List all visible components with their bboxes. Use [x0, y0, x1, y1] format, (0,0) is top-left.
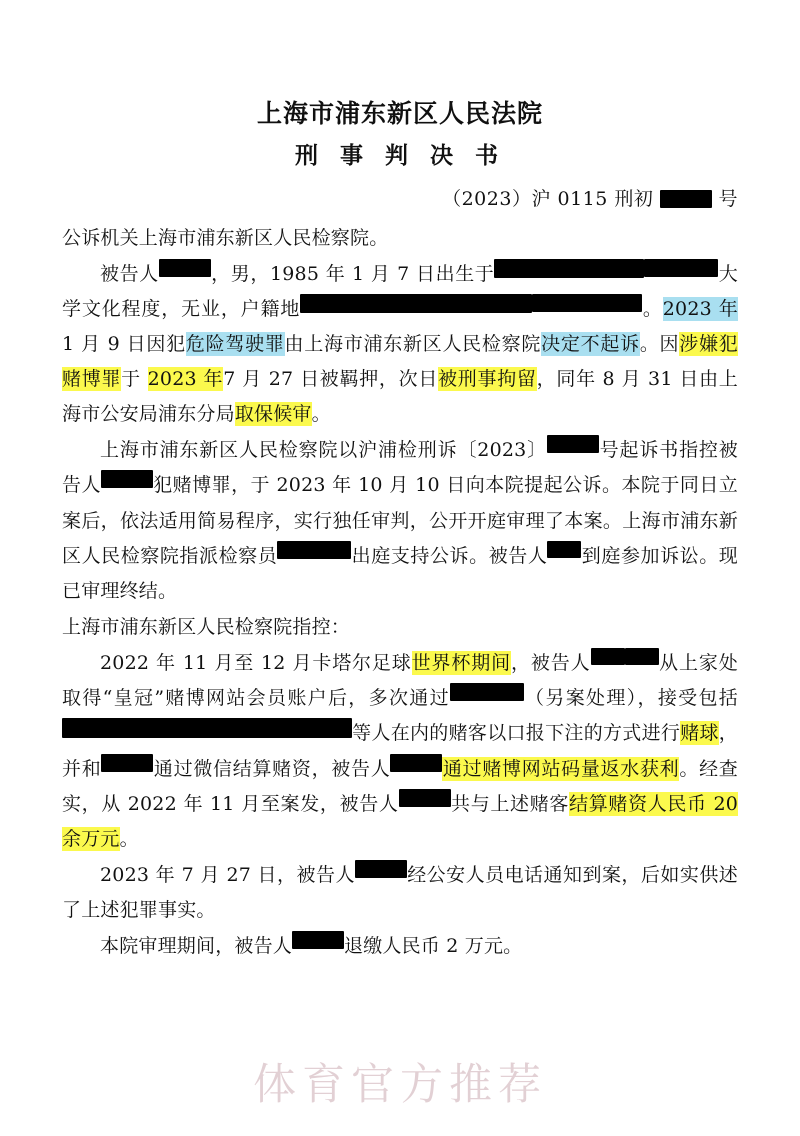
- indictment-text-3: 犯赌博罪，于 2023 年 10 月 10 日向本院提起公诉。本院于同日立案后，依法适用简易程序，实行独任审判，公开开庭审理了本案。上海市浦东新区人民检察院指派检察员: [62, 474, 738, 567]
- charge-header: 上海市浦东新区人民检察院指控：: [62, 616, 351, 639]
- redaction-birthplace: [494, 259, 644, 278]
- refund-paragraph: [62, 929, 738, 964]
- highlight-settled-amount: 结算赌资人民币 20 余万元: [62, 792, 739, 850]
- redaction-defendant-name-9: [292, 931, 344, 949]
- indictment-paragraph: [62, 433, 738, 609]
- highlight-bail: 取保候审: [234, 403, 312, 426]
- redaction-defendant-name-2: [101, 470, 153, 488]
- period-4: 。: [119, 827, 139, 850]
- redaction-gambler-names: [62, 718, 352, 738]
- facts-text-5: 等人在内的赌客以口报下注的方式进行: [352, 722, 681, 745]
- highlight-criminal-detention: 被刑事拘留: [438, 368, 537, 391]
- redaction-defendant-name-7: [399, 789, 451, 807]
- connector-1: 于: [121, 368, 141, 391]
- redaction-household-address: [300, 294, 532, 313]
- court-title: 上海市浦东新区人民法院: [256, 99, 543, 128]
- redaction-defendant-name-4: [591, 648, 625, 665]
- redaction-defendant-name: [159, 259, 211, 277]
- facts-text-8: 。经查实，从 2022 年 11 月至案发，被告人: [62, 757, 739, 815]
- redaction-accomplice-1: [450, 683, 524, 701]
- refund-text-2: 退缴人民币 2 万元。: [344, 935, 523, 958]
- indictment-text-5: 到庭参加诉讼。现已审理终结。: [62, 544, 739, 602]
- redaction-accomplice-2: [101, 754, 153, 772]
- surrender-paragraph: [62, 858, 738, 928]
- facts-text-1: 2022 年 11 月至 12 月卡塔尔足球: [100, 652, 412, 675]
- highlight-no-prosecution: 决定不起诉: [541, 332, 640, 355]
- redaction-defendant-name-3: [547, 541, 581, 558]
- document-type-title: 刑 事 判 决 书: [294, 142, 506, 169]
- detention-text: 7 月 27 日被羁押，次日: [223, 368, 439, 391]
- facts-text-7: 通过微信结算赌资，被告人: [153, 757, 391, 780]
- facts-paragraph: [62, 646, 738, 857]
- prosecutor-organ-line: 公诉机关上海市浦东新区人民检察院。: [62, 226, 389, 249]
- redaction-defendant-name-6: [390, 754, 442, 772]
- redaction-prosecutor-name: [277, 541, 351, 559]
- watermark: 体育官方推荐: [253, 1060, 547, 1110]
- defendant-paragraph: [62, 257, 738, 433]
- redaction-household-address-2: [532, 294, 642, 312]
- redaction-defendant-name-5: [625, 648, 659, 665]
- redaction-case-number: [660, 190, 712, 208]
- indictment-text-4: 出庭支持公诉。被告人: [351, 544, 548, 567]
- surrender-text-2: 经公安人员电话通知到案，后如实供述了上述犯罪事实。: [62, 864, 738, 922]
- indictment-text-2: 号起诉书指控被告人: [62, 439, 738, 497]
- facts-text-6: ，并和: [62, 722, 738, 780]
- highlight-world-cup: 世界杯期间: [411, 652, 512, 675]
- surrender-text-1: 2023 年 7 月 27 日，被告人: [100, 864, 355, 887]
- bureau-text: ，同年 8 月 31 日由上海市公安局浦东分局: [62, 368, 738, 426]
- case-number: [62, 184, 738, 211]
- defendant-label: 被告人: [100, 262, 159, 285]
- case-number-prefix: （2023）沪 0115 刑初: [442, 187, 654, 210]
- highlight-year-2023-b: 2023 年: [147, 368, 224, 391]
- facts-text-9: 共与上述赌客: [450, 792, 570, 815]
- refund-text-1: 本院审理期间，被告人: [100, 935, 293, 958]
- date-text-1: 1 月 9 日因犯: [62, 332, 186, 355]
- period-1: 。: [642, 297, 663, 320]
- defendant-birth-text: ，男，1985 年 1 月 7 日出生于: [210, 262, 495, 285]
- highlight-dangerous-driving: 危险驾驶罪: [185, 332, 285, 355]
- redaction-defendant-name-8: [355, 860, 407, 878]
- facts-text-4: （另案处理），接受包括: [523, 687, 738, 710]
- procuratorate-text-1: 由上海市浦东新区人民检察院: [284, 332, 542, 355]
- case-number-suffix: 号: [718, 187, 738, 210]
- highlight-football-betting: 赌球: [680, 722, 719, 745]
- period-2: 。因: [639, 332, 680, 355]
- redaction-education-prefix: [644, 259, 718, 277]
- facts-text-2: ，被告人: [511, 652, 591, 675]
- period-3: 。: [311, 403, 331, 426]
- indictment-text-1: 上海市浦东新区人民检察院以沪浦检刑诉〔2023〕: [100, 439, 547, 462]
- highlight-gambling-suspicion: 涉嫌犯赌博罪: [62, 332, 738, 391]
- highlight-rebate-profit: 通过赌博网站码量返水获利: [442, 757, 680, 780]
- defendant-education-text: 大学文化程度，无业，户籍地: [62, 262, 738, 320]
- facts-text-3: 从上家处取得“皇冠”赌博网站会员账户后，多次通过: [62, 652, 738, 710]
- highlight-year-2023-a: 2023 年: [662, 297, 739, 320]
- redaction-indictment-number: [547, 435, 599, 453]
